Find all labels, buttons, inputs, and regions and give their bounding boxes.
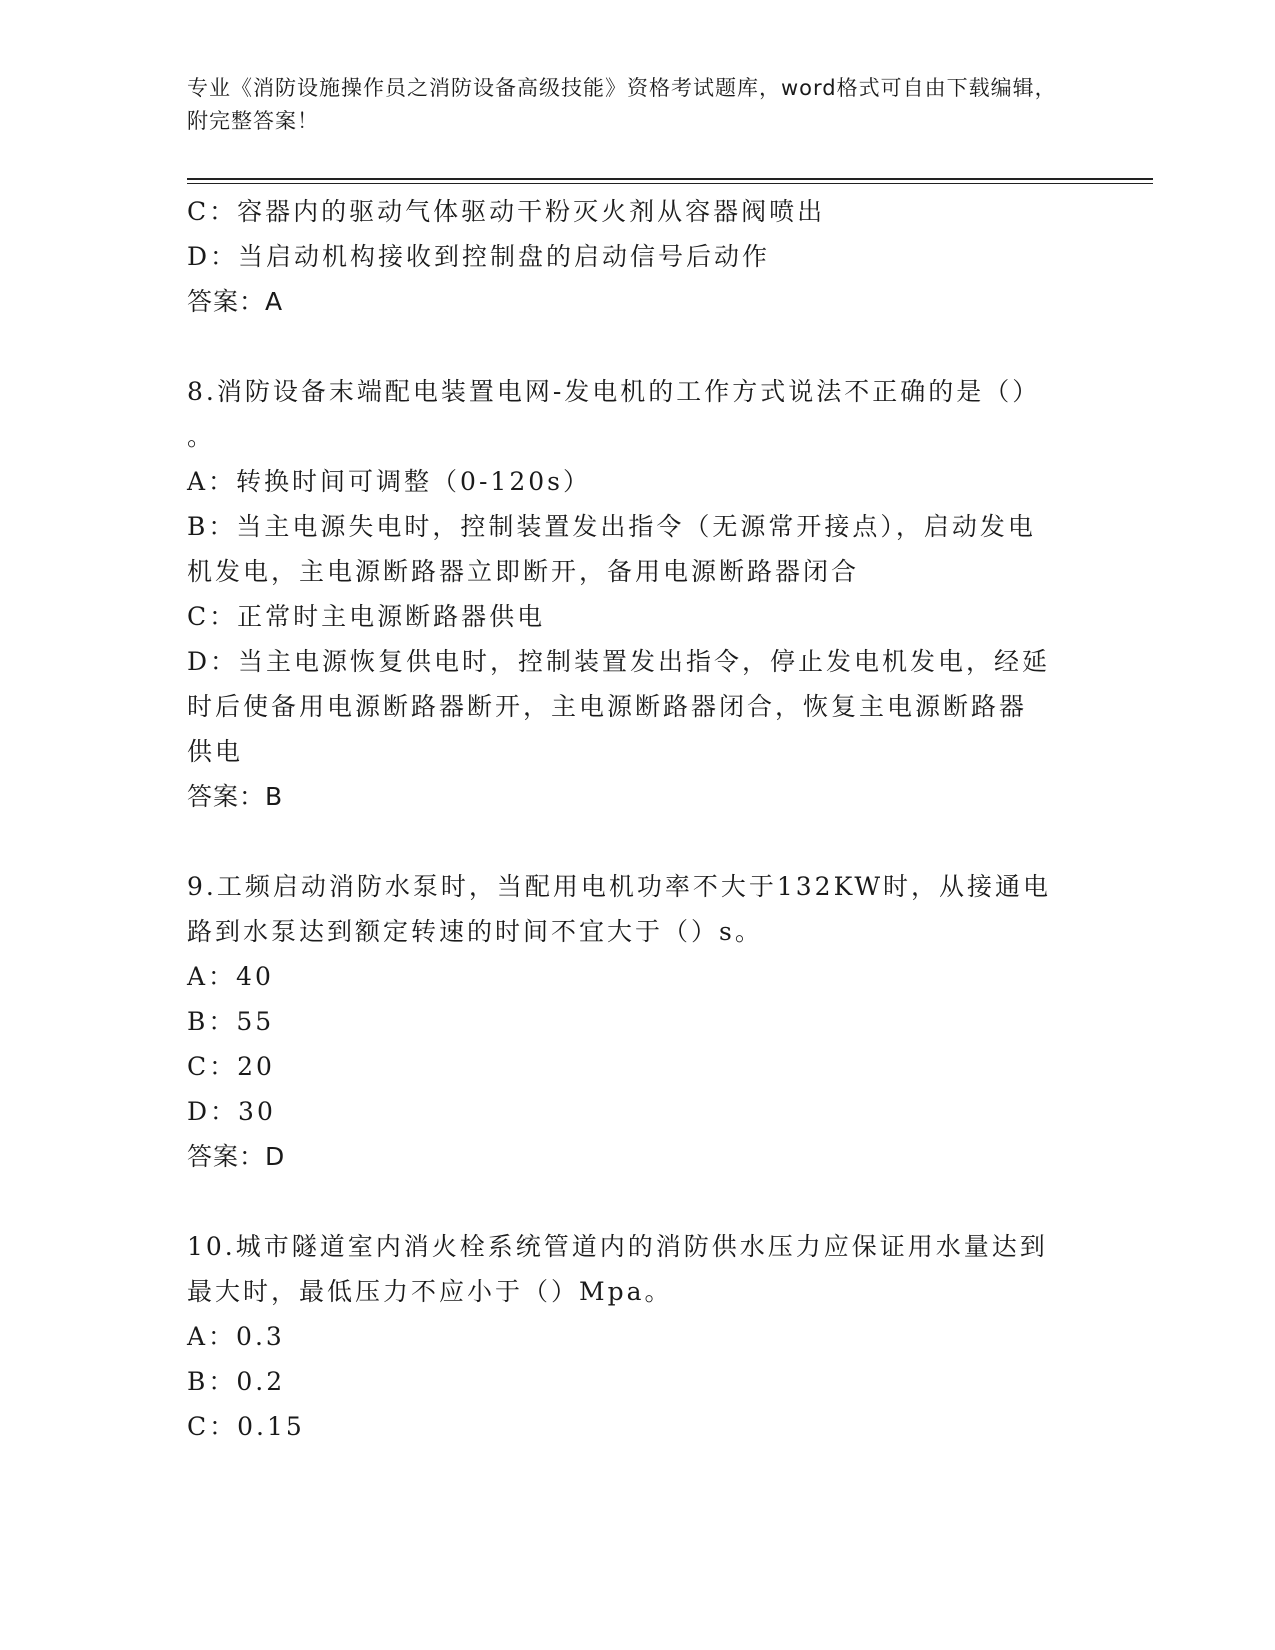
option-d: D：当主电源恢复供电时，控制装置发出指令，停止发电机发电，经延: [187, 647, 1051, 676]
option-c: C：0.15: [187, 1412, 305, 1441]
spacer: [187, 1179, 1077, 1224]
option-a: A：40: [187, 962, 274, 991]
question-stem-line: 8.消防设备末端配电装置电网-发电机的工作方式说法不正确的是（）: [187, 377, 1041, 406]
question-stem-line: 。: [187, 422, 216, 451]
question-list: [187, 369, 1077, 1449]
option-d: 供电: [187, 737, 244, 766]
question-answer: 答案：D: [187, 1142, 286, 1171]
option-b: 机发电，主电源断路器立即断开，备用电源断路器闭合: [187, 557, 860, 586]
spacer: [187, 324, 1077, 369]
carry-over-option-c: C：容器内的驱动气体驱动干粉灭火剂从容器阀喷出: [187, 197, 826, 226]
question-answer: 答案：B: [187, 782, 284, 811]
question-stem-line: 路到水泵达到额定转速的时间不宜大于（）s。: [187, 917, 763, 946]
header-divider-thin: [187, 183, 1153, 184]
question-block: [187, 864, 1077, 1224]
spacer: [187, 819, 1077, 864]
question-content: [187, 189, 1077, 1449]
option-b: B：0.2: [187, 1367, 286, 1396]
carry-over-option-d: D：当启动机构接收到控制盘的启动信号后动作: [187, 242, 771, 271]
question-block: [187, 369, 1077, 864]
option-a: A：转换时间可调整（0-120s）: [187, 467, 591, 496]
carry-over-answer: 答案：A: [187, 287, 284, 316]
option-c: C：正常时主电源断路器供电: [187, 602, 546, 631]
option-a: A：0.3: [187, 1322, 285, 1351]
option-c: C：20: [187, 1052, 275, 1081]
question-stem-line: 10.城市隧道室内消火栓系统管道内的消防供水压力应保证用水量达到: [187, 1232, 1048, 1261]
option-b: B：当主电源失电时，控制装置发出指令（无源常开接点），启动发电: [187, 512, 1036, 541]
header-divider-thick: [187, 178, 1153, 180]
option-b: B：55: [187, 1007, 275, 1036]
question-stem-line: 9.工频启动消防水泵时，当配用电机功率不大于132KW时，从接通电: [187, 872, 1052, 901]
question-block: [187, 1224, 1077, 1449]
option-d: 时后使备用电源断路器断开，主电源断路器闭合，恢复主电源断路器: [187, 692, 1028, 721]
question-stem-line: 最大时，最低压力不应小于（）Mpa。: [187, 1277, 673, 1306]
option-d: D：30: [187, 1097, 276, 1126]
document-header: 专业《消防设施操作员之消防设备高级技能》资格考试题库，word格式可自由下载编辑，附完整答案！: [187, 76, 1057, 133]
